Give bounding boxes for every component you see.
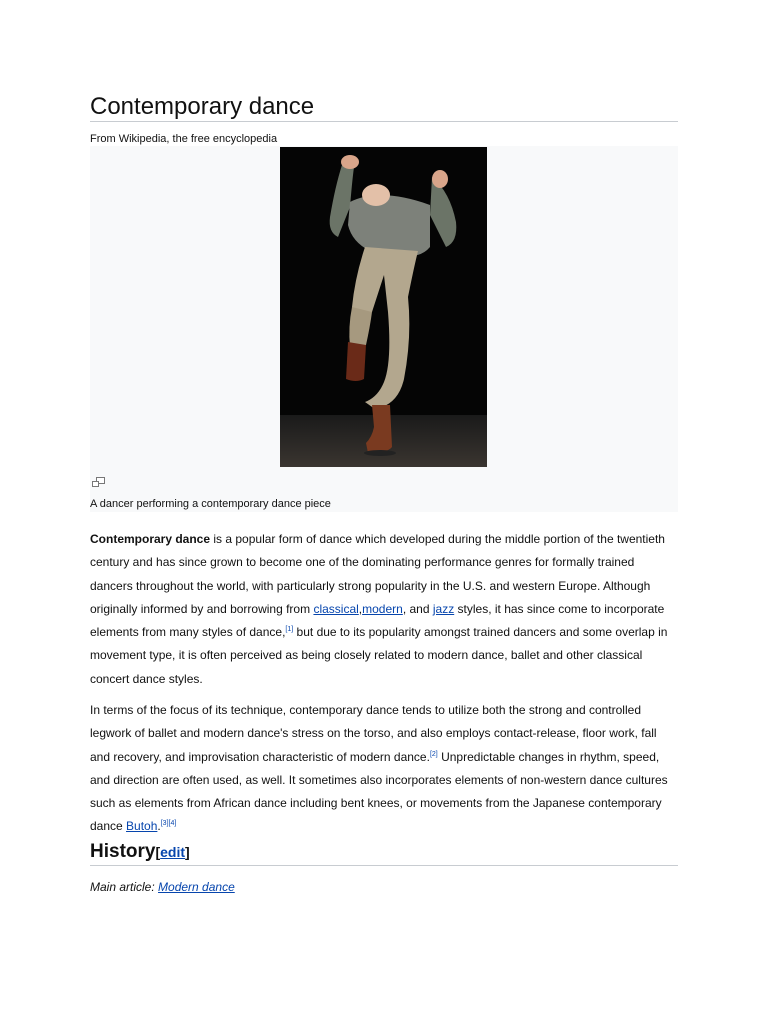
citation-1[interactable]: [1] [285, 626, 294, 634]
bracket: ] [185, 844, 190, 860]
text-run: , [358, 601, 363, 616]
main-article-hatnote [90, 879, 235, 895]
intro-paragraph [90, 528, 678, 691]
text-run: , and [402, 601, 433, 616]
edit-link[interactable]: edit [160, 844, 186, 860]
site-tagline: From Wikipedia, the free encyclopedia [90, 133, 278, 145]
text-run: is a popular form of dance which developed during the middle portion of the twentieth century and has since grown to become one of the dominating performance genres for formally trained dancers throughout the world, with particularly strong popularity in the U.S. and western Europe. Although originally informed by and borrowing from [90, 532, 665, 616]
text-run: but due to its popularity amongst trained dancers and some overlap in movement type, it is often perceived as being closely related to modern dance, ballet and other classical concert dance styles. [90, 625, 668, 686]
link-butoh[interactable]: Butoh [126, 819, 158, 834]
link-classical[interactable]: classical [313, 601, 359, 616]
dancer-photo[interactable] [280, 147, 487, 467]
link-jazz[interactable]: jazz [432, 601, 455, 616]
infobox-figure [90, 146, 678, 512]
title-divider [90, 121, 678, 122]
section-heading-history [90, 839, 190, 865]
text-run: styles, it has since come to incorporate elements from many styles of dance, [90, 601, 665, 640]
citation-2[interactable]: [2] [429, 750, 438, 758]
link-modern[interactable]: modern [362, 601, 403, 616]
figure-caption: A dancer performing a contemporary dance piece [90, 498, 331, 510]
dancer-illustration [280, 147, 487, 467]
enlarge-icon[interactable] [92, 475, 105, 486]
hatnote-prefix: Main article: [90, 880, 159, 894]
heading-text: History [90, 841, 156, 862]
bracket: [ [155, 844, 161, 860]
citation-4[interactable]: [4] [168, 820, 177, 828]
link-modern-dance[interactable]: Modern dance [158, 880, 235, 894]
edit-section [155, 844, 189, 860]
technique-paragraph [90, 699, 678, 839]
section-divider [90, 865, 678, 866]
lead-term: Contemporary dance [90, 532, 211, 546]
page-title: Contemporary dance [90, 93, 315, 120]
text-run: Unpredictable changes in rhythm, speed, and direction are often used, as well. It sometimes also incorporates elements of non-western dance cultures such as elements from African dance including bent knees, or movements from the Japanese contemporary dance [90, 749, 668, 834]
citation-3[interactable]: [3] [160, 820, 169, 828]
text-run: In terms of the focus of its technique, contemporary dance tends to utilize both the strong and controlled legwork of ballet and modern dance's stress on the torso, and also employs contact-release, floor work, fall and recovery, and improvisation characteristic of modern dance. [90, 703, 657, 764]
text-run: . [157, 819, 161, 834]
